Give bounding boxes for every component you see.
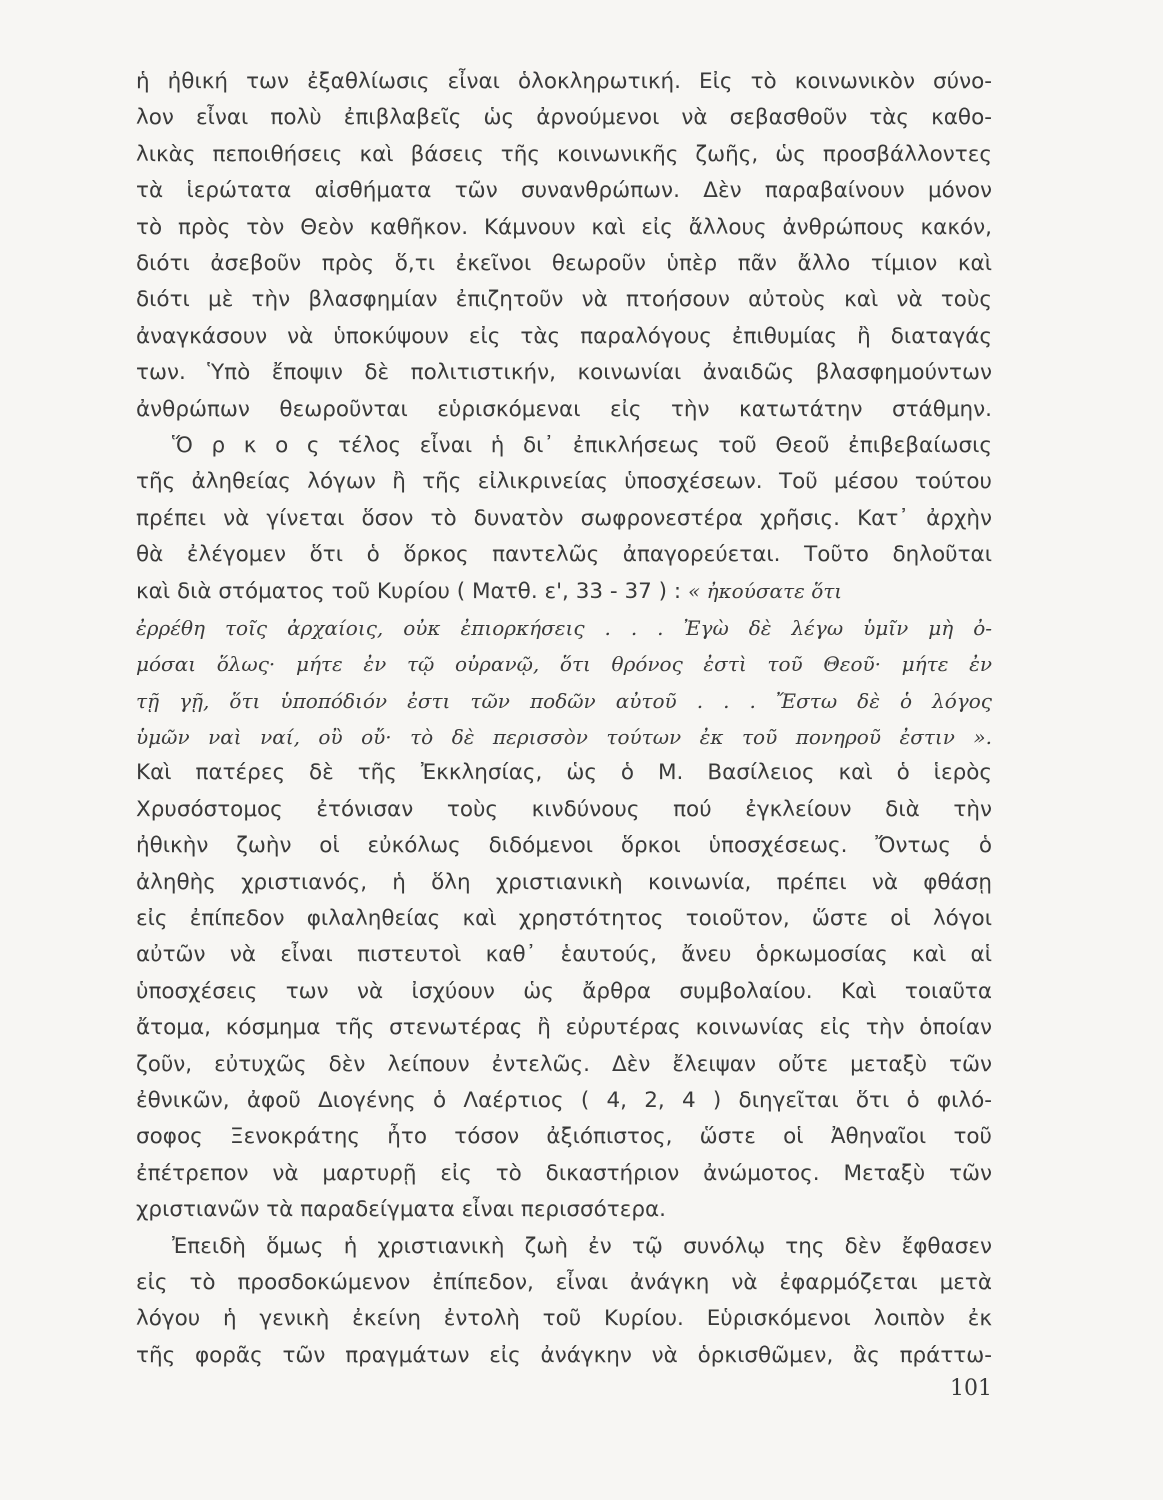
quotation-line: τῇ γῇ, ὅτι ὑποπόδιόν ἐστι τῶν ποδῶν αὐτοῦ . . . Ἔστω δὲ ὁ λόγος <box>136 688 992 713</box>
text-line: λον εἶναι πολὺ ἐπιβλαβεῖς ὡς ἀρνούμενοι νὰ σεβασθοῦν τὰς καθο- <box>136 105 992 131</box>
paragraph-end-line: χριστιανῶν τὰ παραδείγματα εἶναι περισσότερα. <box>136 1197 666 1223</box>
text-line: εἰς τὸ προσδοκώμενον ἐπίπεδον, εἶναι ἀνάγκη νὰ ἐφαρμόζεται μετὰ <box>136 1269 992 1295</box>
text-line: ὑποσχέσεις των νὰ ἰσχύουν ὡς ἄρθρα συμβολαίου. Καὶ τοιαῦτα <box>136 978 992 1004</box>
paragraph-oath-start: Ὅ ρ κ ο ς τέλος εἶναι ἡ δι᾽ ἐπικλήσεως τοῦ Θεοῦ ἐπιβεβαίωσις <box>172 432 992 458</box>
text-line: τῆς φορᾶς τῶν πραγμάτων εἰς ἀνάγκην νὰ ὁρκισθῶμεν, ἂς πράττω- <box>136 1342 992 1368</box>
text-line: λόγου ἡ γενικὴ ἐκείνη ἐντολὴ τοῦ Κυρίου. Εὑρισκόμενοι λοιπὸν ἐκ <box>136 1306 992 1332</box>
text-line: τὸ πρὸς τὸν Θεὸν καθῆκον. Κάμνουν καὶ εἰς ἄλλους ἀνθρώπους κακόν, <box>136 214 992 240</box>
text-line: ἀνθρώπων θεωροῦνται εὑρισκόμεναι εἰς τὴν κατωτάτην στάθμην. <box>136 396 992 422</box>
text-line: αὐτῶν νὰ εἶναι πιστευτοὶ καθ᾽ ἑαυτούς, ἄνευ ὁρκωμοσίας καὶ αἱ <box>136 942 992 968</box>
text-line: τὰ ἱερώτατα αἰσθήματα τῶν συνανθρώπων. Δὲν παραβαίνουν μόνον <box>136 178 992 204</box>
scripture-reference: καὶ διὰ στόματος τοῦ Κυρίου ( Ματθ. ε', 33 - 37 ) : <box>136 579 682 605</box>
text-line: ἠθικὴν ζωὴν οἱ εὐκόλως διδόμενοι ὅρκοι ὑποσχέσεως. Ὄντως ὁ <box>136 833 992 859</box>
text-line: ἀληθὴς χριστιανός, ἡ ὅλη χριστιανικὴ κοινωνία, πρέπει νὰ φθάσῃ <box>136 869 992 895</box>
text-line: ἐθνικῶν, ἀφοῦ Διογένης ὁ Λαέρτιος ( 4, 2, 4 ) διηγεῖται ὅτι ὁ φιλό- <box>136 1087 992 1113</box>
text-line: ἐπέτρεπον νὰ μαρτυρῇ εἰς τὸ δικαστήριον ἀνώμοτος. Μεταξὺ τῶν <box>136 1160 992 1186</box>
quotation-start: « ἠκούσατε ὅτι <box>687 579 843 604</box>
scripture-reference-line <box>136 573 992 609</box>
text-line: εἰς ἐπίπεδον φιλαληθείας καὶ χρηστότητος τοιοῦτον, ὥστε οἱ λόγοι <box>136 905 992 931</box>
text-line: τῆς ἀληθείας λόγων ἢ τῆς εἰλικρινείας ὑποσχέσεων. Τοῦ μέσου τούτου <box>136 469 992 495</box>
text-line: ἡ ἠθική των ἐξαθλίωσις εἶναι ὁλοκληρωτική. Εἰς τὸ κοινωνικὸν σύνο- <box>136 69 992 94</box>
text-line: ζοῦν, εὐτυχῶς δὲν λείπουν ἐντελῶς. Δὲν ἔλειψαν οὔτε μεταξὺ τῶν <box>136 1051 992 1077</box>
text-line: ἄτομα, κόσμημα τῆς στενωτέρας ἢ εὐρυτέρας κοινωνίας εἰς τὴν ὁποίαν <box>136 1015 992 1041</box>
body-text <box>136 64 992 1374</box>
text-line: λικὰς πεποιθήσεις καὶ βάσεις τῆς κοινωνικῆς ζωῆς, ὡς προσβάλλοντες <box>136 141 992 167</box>
quotation-line: ὑμῶν ναὶ ναί, οὒ οὔ· τὸ δὲ περισσὸν τούτων ἐκ τοῦ πονηροῦ ἐστιν ». <box>136 725 992 750</box>
text-line: πρέπει νὰ γίνεται ὅσον τὸ δυνατὸν σωφρονεστέρα χρῆσις. Κατ᾽ ἀρχὴν <box>136 505 992 531</box>
text-line: διότι ἀσεβοῦν πρὸς ὅ,τι ἐκεῖνοι θεωροῦν ὑπὲρ πᾶν ἄλλο τίμιον καὶ <box>136 250 992 276</box>
text-line: θὰ ἐλέγομεν ὅτι ὁ ὅρκος παντελῶς ἀπαγορεύεται. Τοῦτο δηλοῦται <box>136 542 992 568</box>
text-line: Χρυσόστομος ἐτόνισαν τοὺς κινδύνους πού ἐγκλείουν διὰ τὴν <box>136 796 992 822</box>
text-line: ἀναγκάσουν νὰ ὑποκύψουν εἰς τὰς παραλόγους ἐπιθυμίας ἢ διαταγάς <box>136 323 992 349</box>
text-line: Καὶ πατέρες δὲ τῆς Ἐκκλησίας, ὡς ὁ Μ. Βασίλειος καὶ ὁ ἱερὸς <box>136 760 992 786</box>
quotation-line: μόσαι ὅλως· μήτε ἐν τῷ οὐρανῷ, ὅτι θρόνος ἐστὶ τοῦ Θεοῦ· μήτε ἐν <box>136 652 992 677</box>
quotation-line: ἐρρέθη τοῖς ἀρχαίοις, οὐκ ἐπιορκήσεις . . . Ἐγὼ δὲ λέγω ὑμῖν μὴ ὀ- <box>136 615 992 640</box>
paragraph-start: Ἐπειδὴ ὅμως ἡ χριστιανικὴ ζωὴ ἐν τῷ συνόλῳ της δὲν ἔφθασεν <box>172 1233 992 1259</box>
page-number: 101 <box>950 1376 992 1401</box>
text-line: σοφος Ξενοκράτης ἦτο τόσον ἀξιόπιστος, ὥστε οἱ Ἀθηναῖοι τοῦ <box>136 1124 992 1150</box>
text-line: διότι μὲ τὴν βλασφημίαν ἐπιζητοῦν νὰ πτοήσουν αὐτοὺς καὶ νὰ τοὺς <box>136 287 992 313</box>
text-line: των. Ὑπὸ ἔποψιν δὲ πολιτιστικήν, κοινωνίαι ἀναιδῶς βλασφημούντων <box>136 360 992 386</box>
